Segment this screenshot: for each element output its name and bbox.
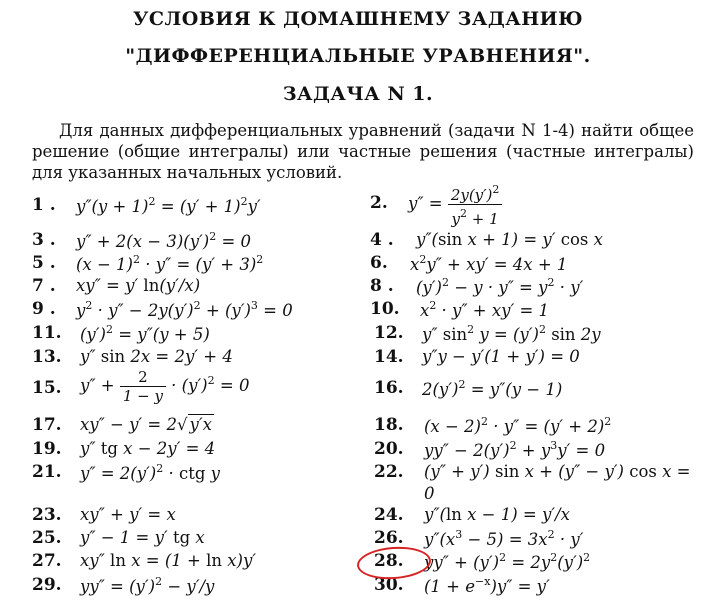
problem-number: 12.	[374, 323, 404, 343]
problem-number: 17.	[32, 415, 62, 435]
problem-number: 10.	[370, 299, 400, 319]
task-heading: ЗАДАЧА N 1.	[282, 83, 434, 105]
problem-equation: $yy'' = (y')^2 - y'/y$	[80, 575, 215, 596]
problem-number: 3 .	[32, 230, 56, 250]
problem-equation: xy″ = y′ ln(y′/x)	[76, 276, 201, 295]
hand-drawn-highlight-circle	[356, 544, 432, 581]
problem-equation: $(y')^2 - y \cdot y'' = y^2 \cdot y'$	[416, 276, 584, 297]
problem-number: 27.	[32, 551, 62, 571]
problem-equation: $2(y')^2 = y''(y - 1)$	[422, 378, 563, 399]
problem-equation: y″(ln x − 1) = y′/x	[424, 505, 570, 524]
problem-equation: y″ − 1 = y′ tg x	[80, 528, 205, 547]
problem-equation: $y'' + 2(x - 3)(y')^2 = 0$	[76, 230, 252, 251]
problem-equation: xy″ ln x = (1 + ln x)y′	[80, 551, 257, 570]
problem-equation: $y'' = 2(y')^2$ · ctg y	[80, 462, 221, 483]
problem-equation: $yy'' + (y')^2 = 2y^2(y')^2$	[424, 551, 591, 572]
problem-number: 11.	[32, 323, 62, 343]
problem-number: 13.	[32, 347, 62, 367]
problem-number: 29.	[32, 575, 62, 595]
problem-equation: y″ $\sin^2 y = (y')^2$ sin 2y	[422, 323, 601, 344]
problem-number: 20.	[374, 439, 404, 459]
problem-number: 2.	[370, 193, 388, 213]
problem-equation: $x^2 \cdot y'' + xy' = 1$	[420, 299, 550, 320]
problem-equation: $y''(x^3 - 5) = 3x^2 \cdot y'$	[424, 528, 584, 549]
problem-number: 4 .	[370, 230, 394, 250]
intro-paragraph: Для данных дифференциальных уравнений (задачи N 1-4) найти общее решение (общие интегралы) или частные решения (частные интегралы) для указанных начальных условий.	[32, 121, 694, 182]
problem-number: 5 .	[32, 253, 56, 273]
problem-equation: $x^2y'' + xy' = 4x + 1$	[410, 253, 568, 274]
problem-equation: y″ = $\frac{2y(y')^2}{y^2 + 1}$	[408, 181, 502, 228]
problem-number: 21.	[32, 462, 62, 482]
problem-number: 8 .	[370, 276, 394, 296]
problem-number: 16.	[374, 378, 404, 398]
problem-number: 1 .	[32, 195, 56, 215]
problem-number: 22.	[374, 462, 404, 482]
problem-number: 30.	[374, 575, 404, 595]
problem-equation: $yy'' - 2(y')^2 + y^3y' = 0$	[424, 439, 606, 460]
problem-equation: y″y − y′(1 + y′) = 0	[422, 347, 580, 366]
problem-equation: $(1 + e^{-x})y'' = y'$	[424, 575, 550, 596]
problem-number: 18.	[374, 415, 404, 435]
problem-number: 14.	[374, 347, 404, 367]
problem-number: 28.	[374, 551, 404, 571]
problem-number: 25.	[32, 528, 62, 548]
problem-equation-continuation: 0	[424, 484, 435, 503]
problem-number: 9 .	[32, 299, 56, 319]
problem-equation: y″ + $\frac{2}{1 - y}$ · $(y')^2 = 0$	[80, 368, 250, 405]
doc-title-line1: УСЛОВИЯ К ДОМАШНЕМУ ЗАДАНИЮ	[132, 8, 584, 30]
problem-number: 24.	[374, 505, 404, 525]
problem-equation: xy″ − y′ = 2√ y′x	[80, 415, 212, 434]
problem-equation: (y″ + y′) sin x + (y″ − y′) cos x =	[424, 462, 691, 481]
problem-number: 23.	[32, 505, 62, 525]
problem-equation: $y^2 \cdot y'' - 2y(y')^2 + (y')^3 = 0$	[76, 299, 293, 320]
problem-equation: y″ tg x − 2y′ = 4	[80, 439, 216, 458]
problem-equation: $(y')^2 = y''(y + 5)$	[80, 323, 210, 344]
problem-number: 6.	[370, 253, 388, 273]
problem-number: 15.	[32, 378, 62, 398]
problem-equation: $(x - 2)^2 \cdot y'' = (y' + 2)^2$	[424, 415, 612, 436]
problem-equation: $(x - 1)^2 \cdot y'' = (y' + 3)^2$	[76, 253, 264, 274]
problem-number: 19.	[32, 439, 62, 459]
problem-number: 7 .	[32, 276, 56, 296]
problem-equation: $y''(y + 1)^2 = (y' + 1)^2y'$	[76, 195, 261, 216]
doc-title-line2: "ДИФФЕРЕНЦИАЛЬНЫЕ УРАВНЕНИЯ".	[125, 45, 591, 67]
problem-equation: y″ sin 2x = 2y′ + 4	[80, 347, 233, 366]
problem-equation: y″(sin x + 1) = y′ cos x	[416, 230, 603, 249]
problem-equation: xy″ + y′ = x	[80, 505, 176, 524]
problem-number: 26.	[374, 528, 404, 548]
